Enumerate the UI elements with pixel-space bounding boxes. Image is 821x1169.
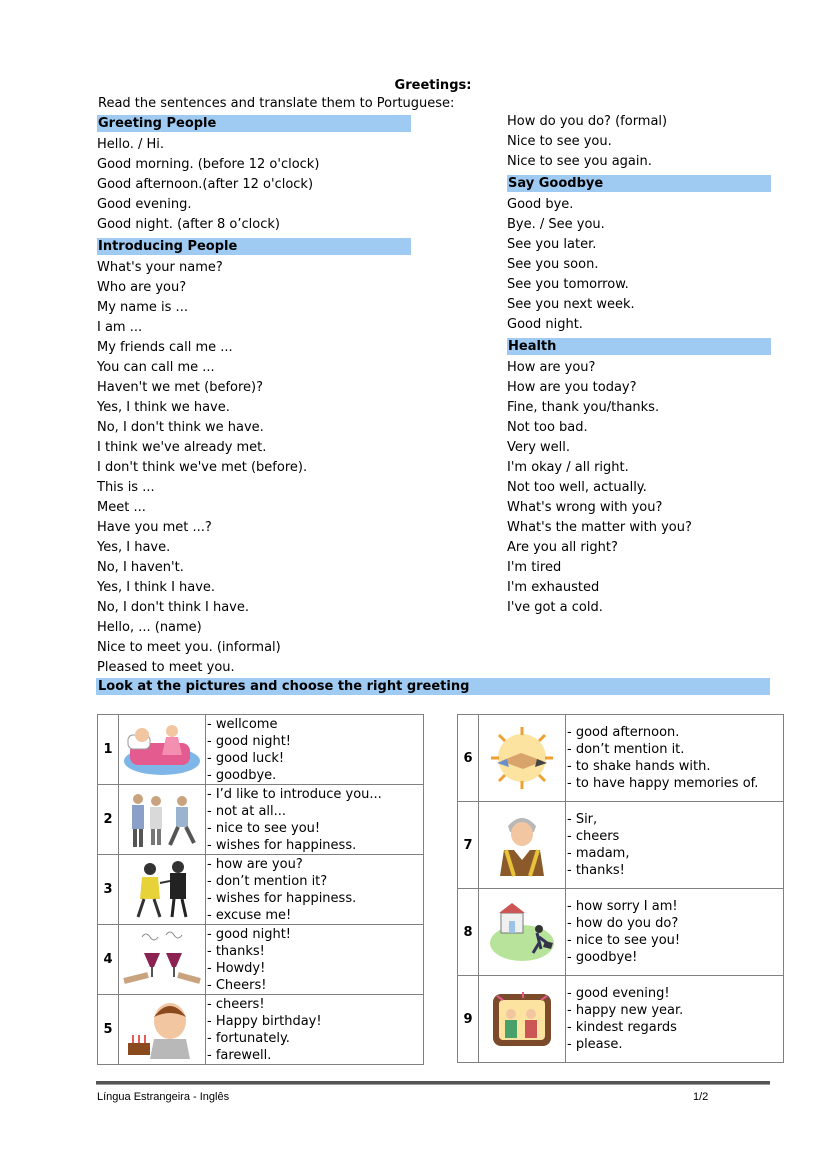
option-text: - happy new year. (567, 1003, 684, 1018)
introduction-icon-svg (120, 789, 204, 851)
exercise-options (566, 976, 784, 1063)
exercise-row (458, 802, 784, 889)
option-text: - good evening! (567, 986, 670, 1001)
exercise-row (98, 715, 424, 785)
goodbye-lines (507, 195, 771, 335)
phrase-line: I'm okay / all right. (507, 460, 629, 475)
phrase-line: I am ... (97, 320, 143, 335)
leaving-home-icon-svg (487, 899, 557, 965)
phrase-line: Pleased to meet you. (97, 660, 235, 675)
phrase-line: Are you all right? (507, 540, 618, 555)
phrase-line: I'm tired (507, 560, 562, 575)
exercise-table-right (457, 714, 784, 1063)
option-text: - thanks! (207, 943, 265, 959)
footer-rule (96, 1081, 770, 1085)
phrase-line: Yes, I think I have. (97, 580, 216, 595)
option-text: - cheers (567, 829, 620, 844)
option-text: - good night! (207, 733, 292, 749)
exercise-number: 8 (458, 889, 479, 976)
section-heading-goodbye: Say Goodbye (507, 175, 771, 192)
exercise-number: 1 (98, 715, 119, 785)
phrase-line: Haven't we met (before)? (97, 380, 264, 395)
handshake-icon-svg (487, 725, 557, 791)
exercise-options (566, 802, 784, 889)
phrase-line: How are you today? (507, 380, 637, 395)
option-text: - good afternoon. (567, 725, 680, 740)
toast-glasses-icon (119, 925, 206, 995)
phrase-line: Good afternoon.(after 12 o'clock) (97, 177, 314, 192)
phrase-line: This is ... (97, 480, 155, 495)
exercise-options (566, 715, 784, 802)
option-text: - please. (567, 1037, 623, 1052)
phrase-line: No, I don't think we have. (97, 420, 264, 435)
exercise-options (206, 855, 424, 925)
option-text: - fortunately. (207, 1030, 290, 1046)
right-column (507, 112, 771, 618)
exercise-number: 9 (458, 976, 479, 1063)
phrase-line: What's the matter with you? (507, 520, 692, 535)
option-text: - don’t mention it? (207, 873, 328, 889)
phrase-line: See you tomorrow. (507, 277, 629, 292)
exercise-heading: Look at the pictures and choose the right greeting (96, 678, 770, 695)
option-text: - goodbye. (207, 767, 277, 783)
left-column (97, 112, 411, 678)
option-text: - thanks! (567, 863, 625, 878)
exercise-number: 5 (98, 995, 119, 1065)
phrase-line: See you soon. (507, 257, 599, 272)
option-text: - goodbye! (567, 950, 638, 965)
health-lines (507, 358, 771, 618)
exercise-number: 6 (458, 715, 479, 802)
phrase-line: I'm exhausted (507, 580, 600, 595)
phrase-line: Good evening. (97, 197, 192, 212)
option-text: - I’d like to introduce you... (207, 786, 382, 802)
option-text: - excuse me! (207, 907, 292, 923)
exercise-options (206, 925, 424, 995)
exercise-options (206, 715, 424, 785)
phrase-line: My name is ... (97, 300, 188, 315)
option-text: - to shake hands with. (567, 759, 711, 774)
option-text: - to have happy memories of. (567, 776, 759, 791)
phrase-line: Who are you? (97, 280, 187, 295)
option-text: - Howdy! (207, 960, 266, 976)
option-text: - not at all... (207, 803, 287, 819)
exercise-row (98, 925, 424, 995)
exercise-row (98, 995, 424, 1065)
introducing-lines (97, 258, 411, 678)
footer-page-number: 1/2 (693, 1091, 709, 1103)
exercise-number: 3 (98, 855, 119, 925)
phrase-line: How are you? (507, 360, 596, 375)
phrase-line: Hello. / Hi. (97, 137, 165, 152)
gentleman-icon (479, 802, 566, 889)
phrase-line: I think we've already met. (97, 440, 267, 455)
phrase-line: Not too bad. (507, 420, 588, 435)
section-heading-greeting: Greeting People (97, 115, 411, 132)
formal-lines (507, 112, 771, 172)
option-text: - how are you? (207, 856, 303, 872)
bedtime-icon (119, 715, 206, 785)
option-text: - don’t mention it. (567, 742, 685, 757)
phrase-line: Good night. (after 8 o’clock) (97, 217, 280, 232)
phrase-line: No, I haven't. (97, 560, 184, 575)
phrase-line: You can call me ... (97, 360, 215, 375)
phrase-line: Very well. (507, 440, 571, 455)
instruction-text: Read the sentences and translate them to Portuguese: (98, 96, 455, 111)
option-text: - how do you do? (567, 916, 679, 931)
phrase-line: Nice to meet you. (informal) (97, 640, 281, 655)
option-text: - Sir, (567, 812, 598, 827)
phrase-line: Meet ... (97, 500, 146, 515)
exercise-number: 2 (98, 785, 119, 855)
option-text: - wishes for happiness. (207, 837, 357, 853)
option-text: - kindest regards (567, 1020, 677, 1035)
option-text: - good night! (207, 926, 292, 942)
phrase-line: Not too well, actually. (507, 480, 647, 495)
leaving-home-icon (479, 889, 566, 976)
exercise-row (98, 855, 424, 925)
phrase-line: Good bye. (507, 197, 574, 212)
phrase-line: Nice to see you. (507, 134, 612, 149)
bumping-people-icon-svg (120, 859, 204, 921)
introduction-icon (119, 785, 206, 855)
bedtime-icon-svg (120, 721, 204, 779)
phrase-line: Yes, I think we have. (97, 400, 230, 415)
birthday-boy-icon-svg (120, 999, 204, 1061)
gentleman-icon-svg (492, 812, 552, 878)
phrase-line: Hello, ... (name) (97, 620, 202, 635)
exercise-number: 7 (458, 802, 479, 889)
phrase-line: How do you do? (formal) (507, 114, 668, 129)
option-text: - how sorry I am! (567, 899, 678, 914)
phrase-line: See you next week. (507, 297, 635, 312)
exercise-number: 4 (98, 925, 119, 995)
greeting-lines (97, 135, 411, 235)
exercise-options (206, 995, 424, 1065)
toast-glasses-icon-svg (120, 929, 204, 991)
footer-subject: Língua Estrangeira - Inglês (97, 1091, 230, 1103)
phrase-line: I don't think we've met (before). (97, 460, 308, 475)
phrase-line: Yes, I have. (97, 540, 171, 555)
phrase-line: What's wrong with you? (507, 500, 663, 515)
section-heading-introducing: Introducing People (97, 238, 411, 255)
option-text: - wellcome (207, 716, 278, 732)
exercise-options (206, 785, 424, 855)
phrase-line: Nice to see you again. (507, 154, 652, 169)
phrase-line: Good morning. (before 12 o'clock) (97, 157, 320, 172)
phrase-line: What's your name? (97, 260, 223, 275)
option-text: - cheers! (207, 996, 265, 1012)
phrase-line: Have you met ...? (97, 520, 212, 535)
option-text: - nice to see you! (567, 933, 681, 948)
option-text: - madam, (567, 846, 630, 861)
exercise-row (458, 976, 784, 1063)
section-heading-health: Health (507, 338, 771, 355)
option-text: - farewell. (207, 1047, 272, 1063)
phrase-line: Bye. / See you. (507, 217, 605, 232)
birthday-boy-icon (119, 995, 206, 1065)
exercise-row (458, 715, 784, 802)
option-text: - wishes for happiness. (207, 890, 357, 906)
option-text: - good luck! (207, 750, 285, 766)
phrase-line: See you later. (507, 237, 597, 252)
party-window-icon (479, 976, 566, 1063)
option-text: - nice to see you! (207, 820, 321, 836)
exercise-table-left (97, 714, 424, 1065)
page-title: Greetings: (394, 78, 472, 93)
phrase-line: My friends call me ... (97, 340, 233, 355)
phrase-line: Fine, thank you/thanks. (507, 400, 660, 415)
phrase-line: Good night. (507, 317, 583, 332)
party-window-icon-svg (487, 986, 557, 1052)
option-text: - Happy birthday! (207, 1013, 322, 1029)
exercise-row (458, 889, 784, 976)
bumping-people-icon (119, 855, 206, 925)
exercise-options (566, 889, 784, 976)
exercise-row (98, 785, 424, 855)
handshake-icon (479, 715, 566, 802)
option-text: - Cheers! (207, 977, 267, 993)
phrase-line: No, I don't think I have. (97, 600, 250, 615)
phrase-line: I've got a cold. (507, 600, 603, 615)
